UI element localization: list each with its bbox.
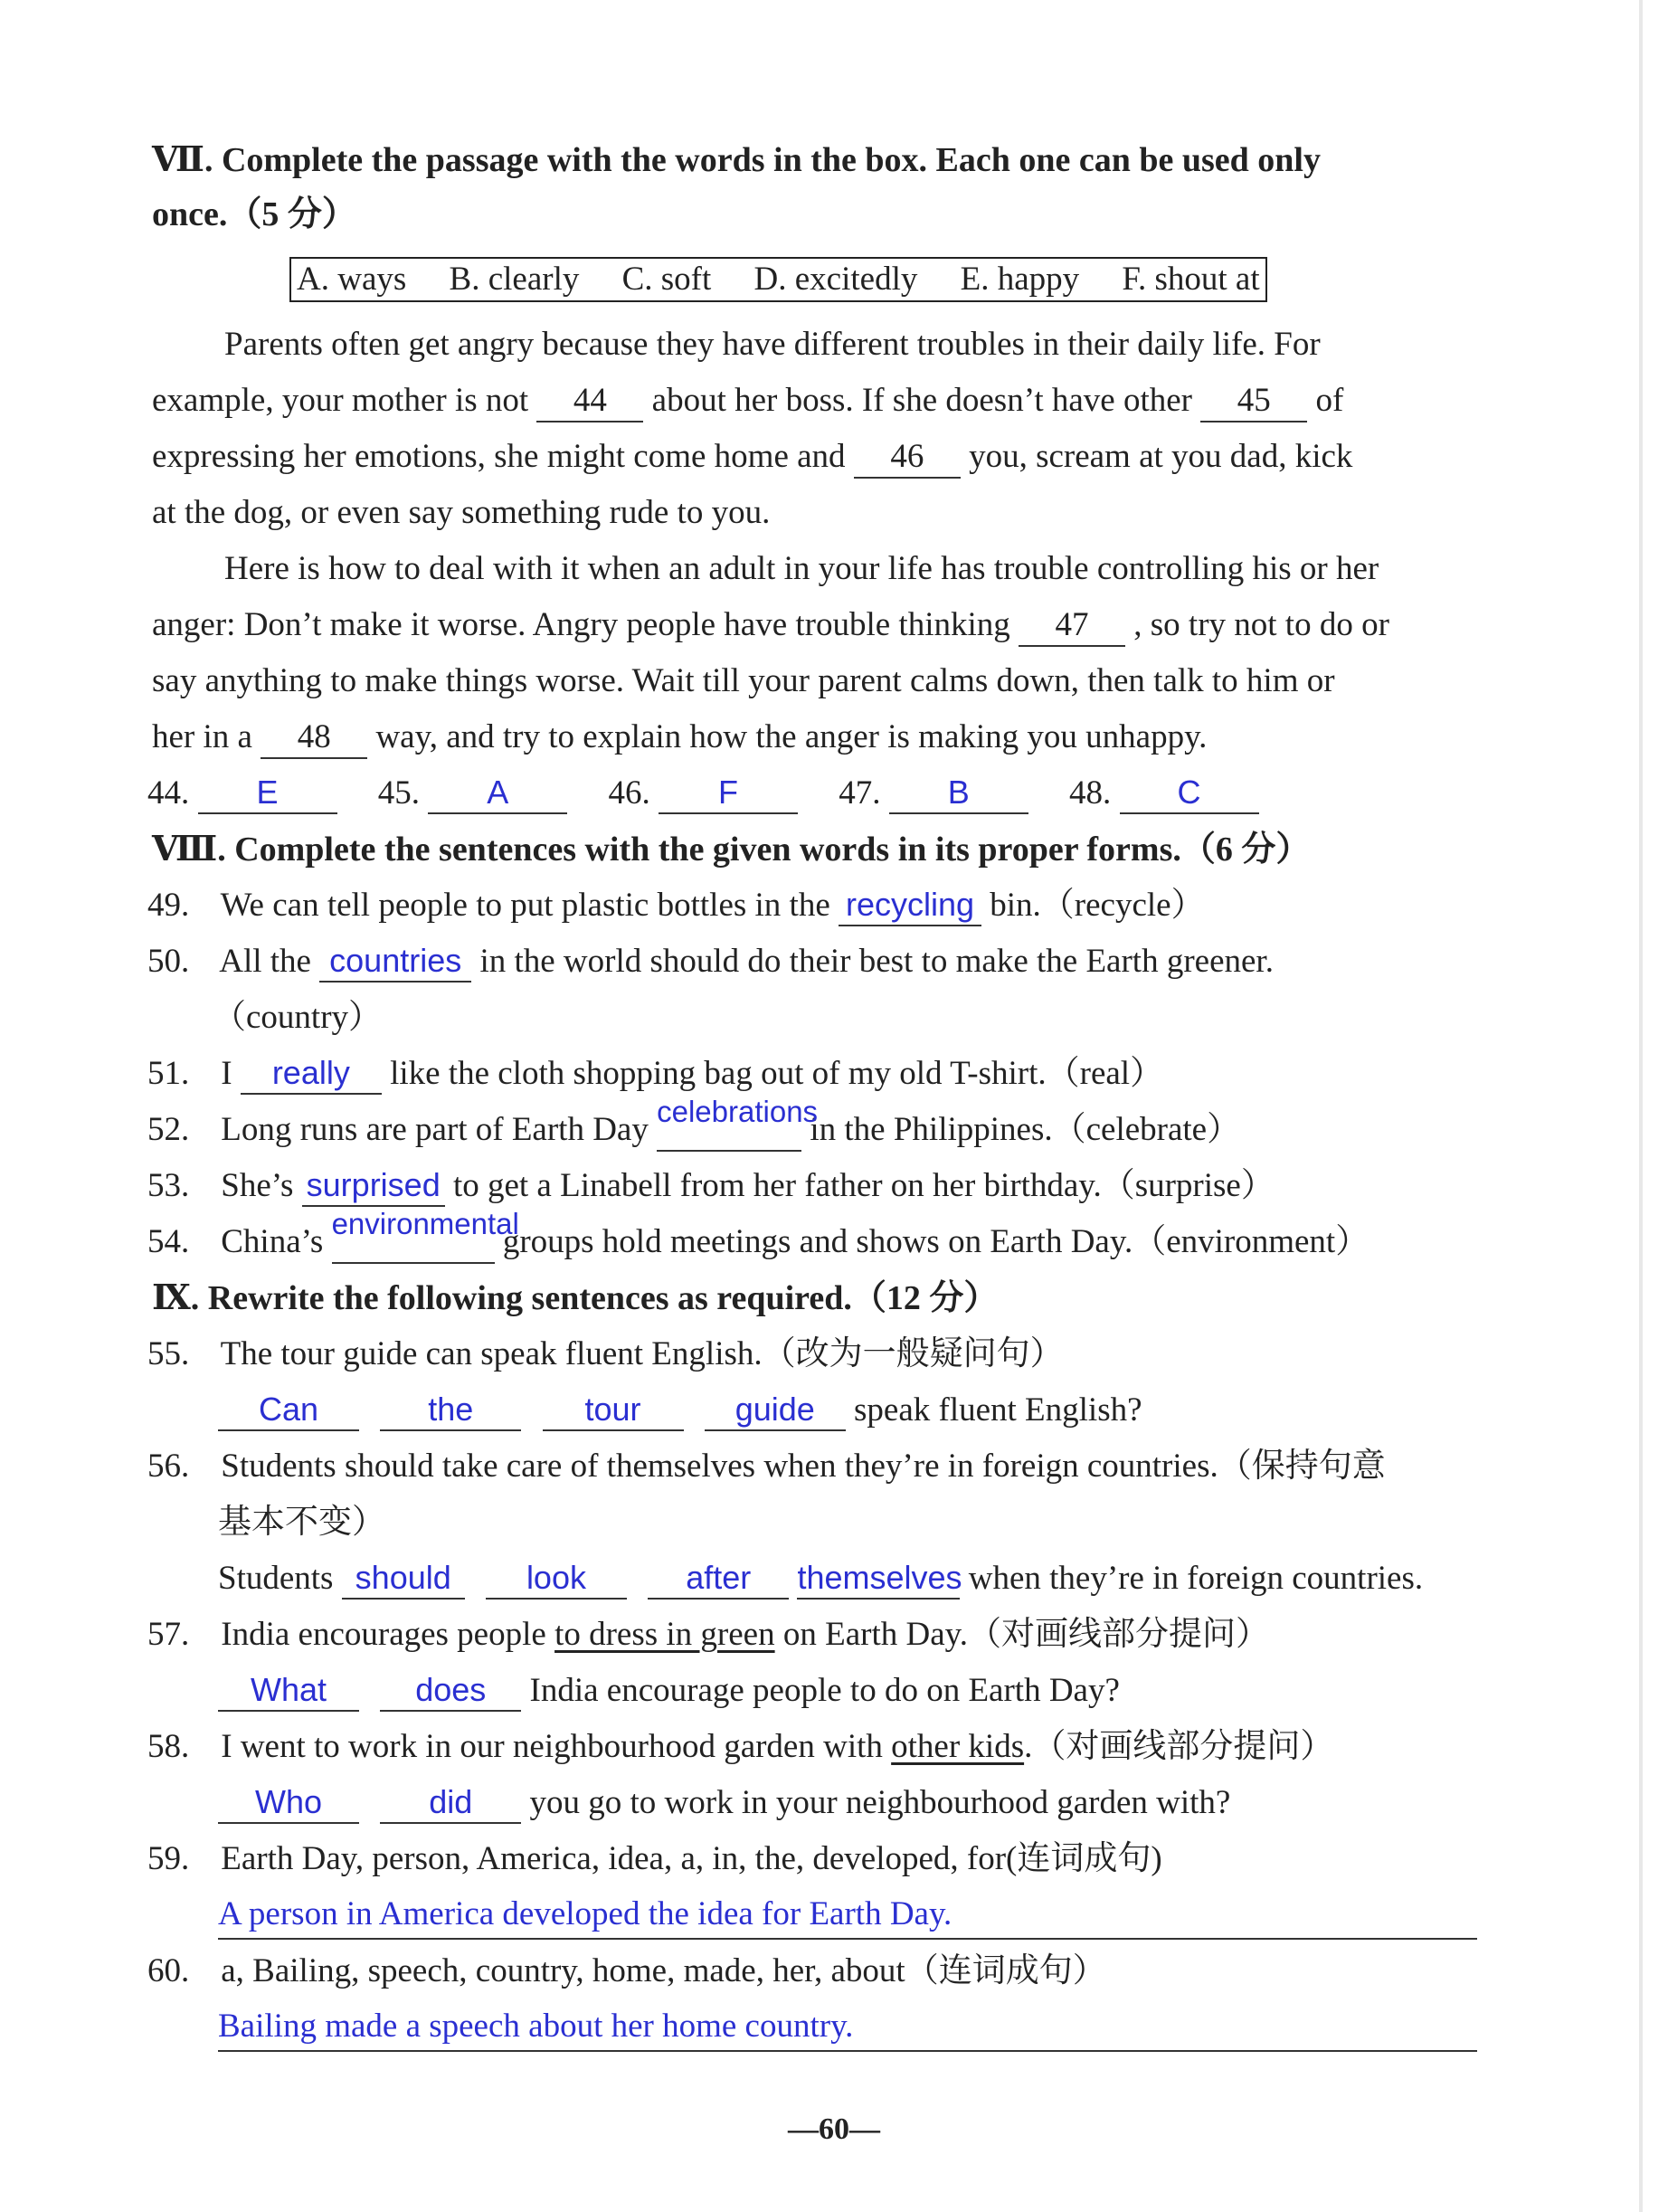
underlined-phrase: other kids [891, 1728, 1025, 1765]
blank-54 [331, 1207, 519, 1264]
answer-50: countries [319, 941, 471, 983]
answer-46: F [659, 773, 798, 814]
answer-55-word: guide [705, 1390, 846, 1431]
question-58: 58. I went to work in our neighbourhood garden with other kids.（对画线部分提问） [147, 1728, 1334, 1765]
question-49: 49. We can tell people to put plastic bottles in the recycling bin.（recycle） [147, 878, 1486, 934]
question-56-cont: 基本不变） [218, 1504, 385, 1541]
answer-59-line [218, 1891, 1477, 1940]
answer-58-line: Who did you go to work in your neighbourhood garden with? [218, 1775, 1557, 1831]
answer-55-word: the [380, 1390, 521, 1431]
answer-52: celebrations [657, 1095, 819, 1128]
answer-54: environmental [331, 1207, 519, 1240]
blank-52 [657, 1095, 819, 1152]
answer-56-word: themselves [797, 1558, 960, 1600]
answer-60-line [218, 2003, 1477, 2052]
answer-55-line: Can the tour guide speak fluent English? [218, 1382, 1557, 1438]
question-54: 54. China’s environmental groups hold meetings and shows on Earth Day.（environment） [147, 1214, 1486, 1270]
passage-line: at the dog, or even say something rude to you. [152, 494, 771, 531]
word-option: F. shout at [1122, 261, 1260, 298]
word-option: B. clearly [449, 261, 580, 298]
answer-53: surprised [302, 1165, 445, 1207]
answer-55-word: Can [218, 1390, 359, 1431]
section7-heading-line1: Ⅶ. Complete the passage with the words in the box. Each one can be used only [152, 141, 1321, 179]
section9-heading: Ⅸ. Rewrite the following sentences as required.（12 分） [152, 1279, 999, 1317]
passage-line: Parents often get angry because they have different troubles in their daily life. For [224, 326, 1321, 363]
blank-45: 45 [1200, 381, 1307, 422]
answer-58-word: did [380, 1782, 521, 1824]
question-60: 60. a, Bailing, speech, country, home, made, her, about（连词成句） [147, 1952, 1106, 1989]
answer-49: recycling [839, 885, 981, 926]
answer-45: A [428, 773, 567, 814]
question-56: 56. Students should take care of themselves when they’re in foreign countries.（保持句意 [147, 1448, 1386, 1485]
answer-44: E [198, 773, 337, 814]
passage-line: her in a 48 way, and try to explain how the anger is making you unhappy. [152, 709, 1491, 765]
passage-line: anger: Don’t make it worse. Angry people have trouble thinking 47 , so try not to do or [152, 597, 1491, 653]
word-box [289, 257, 1267, 302]
question-50-hint: （country） [213, 999, 383, 1036]
answer-56-word: should [342, 1558, 465, 1600]
answer-57-word: does [380, 1670, 521, 1712]
passage-line: example, your mother is not 44 about her boss. If she doesn’t have other 45 of [152, 373, 1491, 429]
question-59: 59. Earth Day, person, America, idea, a, in, the, developed, for(连词成句) [147, 1840, 1162, 1877]
underlined-phrase: to dress in green [554, 1616, 775, 1653]
answer-56-word: after [648, 1558, 789, 1600]
answer-60: Bailing made a speech about her home country. [218, 2008, 854, 2045]
answer-51: really [241, 1053, 382, 1095]
answer-47: B [889, 773, 1028, 814]
blank-44: 44 [536, 381, 643, 422]
answer-57-word: What [218, 1670, 359, 1712]
answer-48: C [1120, 773, 1259, 814]
section7-answers: 44. E 45. A 46. F 47. B 48. C [147, 765, 1486, 821]
passage-line: Here is how to deal with it when an adult in your life has trouble controlling his or her [224, 550, 1379, 587]
word-box-line [152, 252, 1491, 308]
answer-56-line: Students should look after themselves when they’re in foreign countries. [218, 1551, 1557, 1607]
blank-46: 46 [854, 437, 961, 479]
blank-48: 48 [261, 717, 367, 759]
question-52: 52. Long runs are part of Earth Day celebrations in the Philippines.（celebrate） [147, 1102, 1486, 1158]
answer-57-line: What does India encourage people to do on Earth Day? [218, 1663, 1557, 1719]
page-edge-divider [1639, 0, 1643, 2212]
word-option: D. excitedly [753, 261, 918, 298]
answer-58-word: Who [218, 1782, 359, 1824]
section8-heading: Ⅷ. Complete the sentences with the given words in its proper forms.（6 分） [152, 831, 1311, 869]
word-option: E. happy [960, 261, 1080, 298]
answer-55-word: tour [543, 1390, 684, 1431]
question-57: 57. India encourages people to dress in green on Earth Day.（对画线部分提问） [147, 1616, 1269, 1653]
section7-heading-line2: once.（5 分） [152, 195, 356, 233]
passage-line: say anything to make things worse. Wait till your parent calms down, then talk to him or [152, 662, 1335, 699]
page-number: —60— [788, 2112, 880, 2146]
question-51: 51. I really like the cloth shopping bag out of my old T-shirt.（real） [147, 1046, 1486, 1102]
answer-59: A person in America developed the idea for Earth Day. [218, 1895, 952, 1932]
word-option: A. ways [297, 261, 407, 298]
answer-56-word: look [486, 1558, 627, 1600]
question-50: 50. All the countries in the world should do their best to make the Earth greener. [147, 934, 1486, 990]
blank-47: 47 [1019, 605, 1125, 647]
question-55: 55. The tour guide can speak fluent English.（改为一般疑问句） [147, 1335, 1064, 1372]
word-option: C. soft [621, 261, 712, 298]
passage-line: expressing her emotions, she might come home and 46 you, scream at you dad, kick [152, 429, 1491, 485]
question-53: 53. She’s surprised to get a Linabell from her father on her birthday.（surprise） [147, 1158, 1486, 1214]
